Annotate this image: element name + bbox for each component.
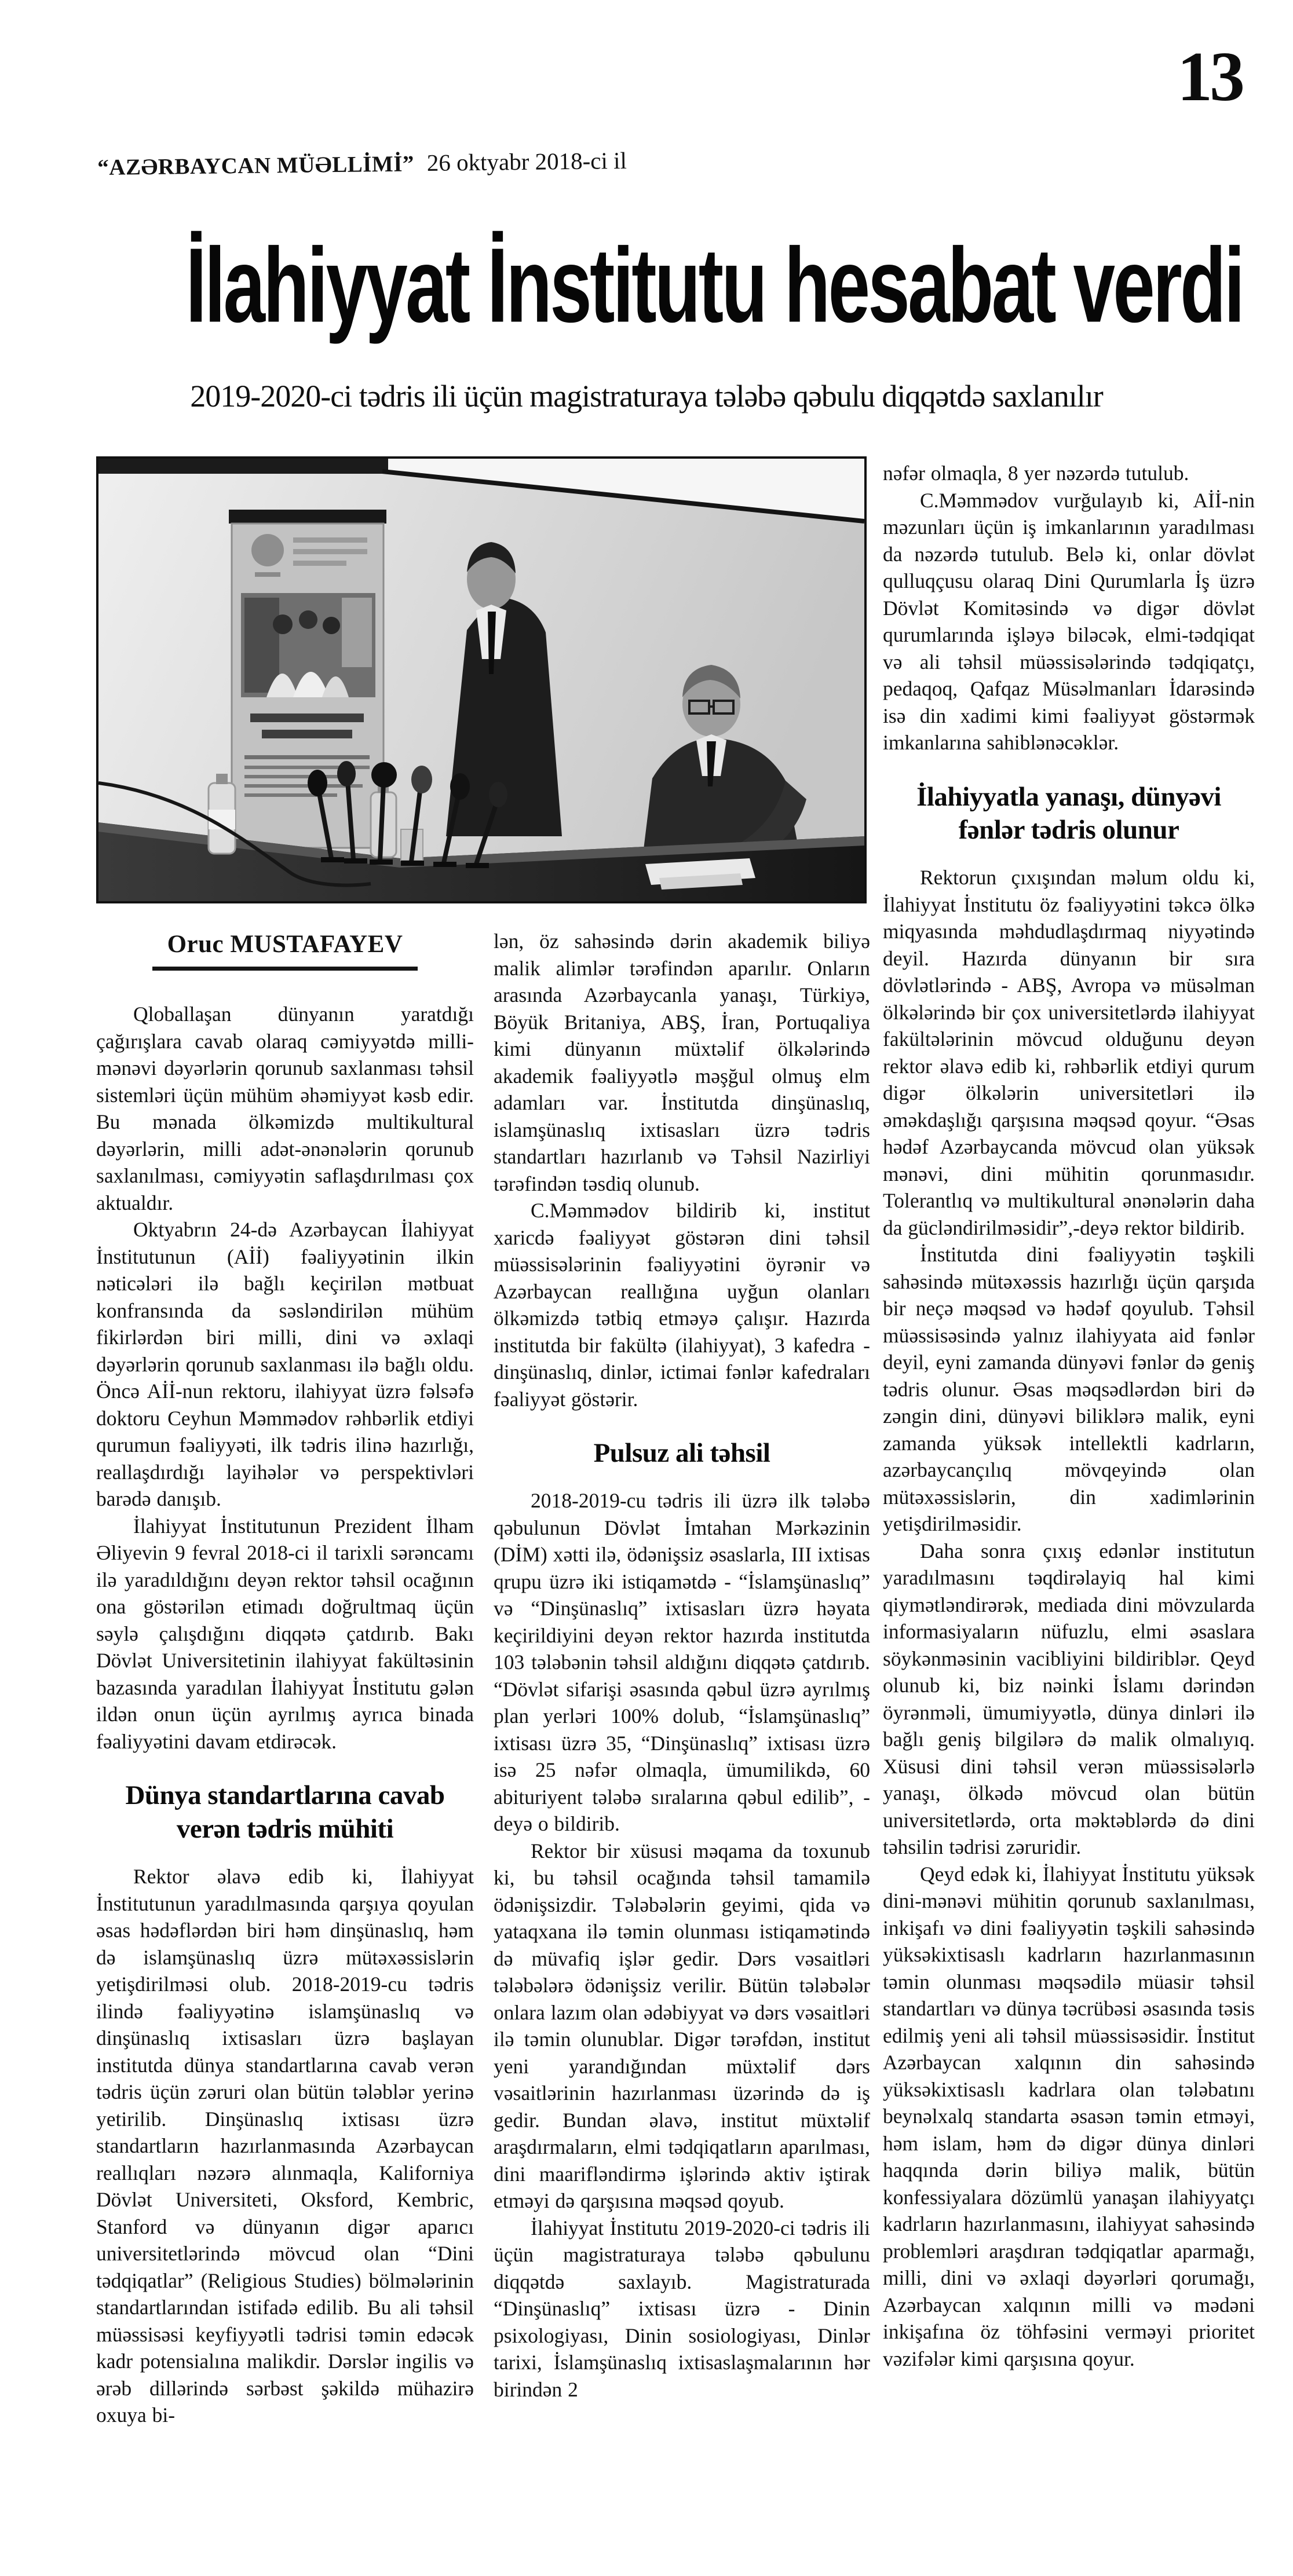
paragraph: Rektorun çıxışından məlum oldu ki, İlahiyyat İnstitutu öz fəaliyyətini təkcə ölkə miqyasında məhdudlaşdırmaq niyyətində deyil. Hazırda dünyanın bir sıra dövlətlərində - ABŞ, Avropa və müsəlman ölkələrində bir çox universitetlərdə ilahiyyat fakültələrinin mövcud olduğunu deyən rektor əlavə edib ki, rəhbərlik etdiyi qurum digər ölkələrin universitetləri ilə əməkdaşlığı qarşısına məqsəd qoyur. “Əsas hədəf Azərbaycanda mövcud olan yüksək mənəvi, dini mühitin qorunmasıdır. Tolerantlıq və multikultural ənənələrin daha da gücləndirilməsidir”,-deyə rektor bildirib.: [883, 866, 1255, 1239]
masthead: [97, 149, 627, 179]
article-headline: İlahiyyat İnstitutu hesabat verdi: [185, 226, 1243, 345]
newspaper-name: “AZƏRBAYCAN MÜƏLLİMİ”: [97, 151, 415, 180]
author-byline: Oruc MUSTAFAYEV: [152, 930, 418, 971]
paragraph: Qeyd edək ki, İlahiyyat İnstitutu yüksək dini-mənəvi mühitin qorunub saxlanılması, inkişafı və dini fəaliyyətin təşkili sahəsində yüksəkixtisaslı kadrların hazırlanmasının təmin olunması məqsədilə müasir təhsil standartları və dünya təcrübəsi əsasında təsis edilmiş yeni ali təhsil müəssisəsidir. İnstitut Azərbaycan xalqının din sahəsində yüksəkixtisaslı kadrlara olan tələbatını beynəlxalq standarta əsasən təmin etməyi, həm islam, həm də digər dünya dinləri haqqında dərin biliyə malik, bütün konfessiyalara dözümlü yanaşan ilahiyyatçı kadrların hazırlanmasını, ilahiyyat sahəsində problemləri araşdıran tədqiqatlar aparmağı, milli, dini və əxlaqi dəyərləri qorumağı, Azərbaycan xalqının milli və mədəni inkişafına öz töhfəsini verməyi prioritet vəzifələr kimi qarşısına qoyur.: [883, 1862, 1255, 2370]
paragraph: nəfər olmaqla, 8 yer nəzərdə tutulub.: [883, 462, 1189, 485]
paragraph: Oktyabrın 24-də Azərbaycan İlahiyyat İnstitutunun (Aİİ) fəaliyyətinin ilkin nəticələri ilə bağlı keçirilən mətbuat konfransında da səsləndirilən mühüm fikirlərdən biri milli, dini və əxlaqi dəyərlərin qorunub saxlanması ilə bağlı oldu. Öncə Aİİ-nun rektoru, ilahiyyat üzrə fəlsəfə doktoru Ceyhun Məmmədov rəhbərlik etdiyi qurumun fəaliyyəti, ilk tədris ilinə hazırlığı, reallaşdırdığı layihələr və perspektivləri barədə danışıb.: [96, 1218, 474, 1511]
paragraph: 2018-2019-cu tədris ili üzrə ilk tələbə qəbulunun Dövlət İmtahan Mərkəzinin (DİM) xətti ilə, ödənişsiz əsaslarla, III ixtisas qrupu üzrə iki istiqamətdə - “İslamşünaslıq” və “Dinşünaslıq” ixtisasları üzrə həyata keçirildiyini deyən rektor hazırda institutda 103 tələbənin təhsil aldığını diqqətə çatdırıb. “Dövlət sifarişi əsasında qəbul üzrə ayrılmış plan yerləri 100% dolub, “İslamşünaslıq” ixtisası üzrə 35, “Dinşünaslıq” ixtisası üzrə isə 25 nəfər olmaqla, ümumilikdə, 60 abituriyent tələbə sıralarına qəbul edilib”, - deyə o bildirib.: [494, 1489, 870, 1836]
paragraph: C.Məmmədov bildirib ki, institut xaricdə fəaliyyət göstərən dini təhsil müəssisələrinin fəaliyyətini öyrənir və Azərbaycan reallığına uyğun olanları ölkəmizdə tətbiq etməyə çalışır. Hazırda institutda bir fakültə (ilahiyyat), 3 kafedra - dinşünaslıq, dinlər, ictimai fənlər kafedraları fəaliyyət göstərir.: [494, 1199, 870, 1411]
section-heading-world-standards: Dünya standartlarına cavab verən tədris mühiti: [125, 1780, 445, 1844]
paragraph: Qloballaşan dünyanın yaratdığı çağırışlara cavab olaraq cəmiyyətdə milli-mənəvi dəyərlərin qorunub saxlanması təhsil sistemləri üçün mühüm əhəmiyyət kəsb edir. Bu mənada ölkəmizdə multikultural dəyərlərin, milli adət-ənənələrin qorunub saxlanılması, cəmiyyətin saflaşdırılması çox aktualdır.: [96, 1002, 474, 1214]
article-subheadline: 2019-2020-ci tədris ili üçün magistraturaya tələbə qəbulu diqqətdə saxlanılır: [190, 379, 1103, 414]
paragraph: İlahiyyat İnstitutunun Prezident İlham Əliyevin 9 fevral 2018-ci il tarixli sərəncamı ilə yaradıldığını deyən rektor təhsil ocağının ona göstərilən etimadı doğrultmaq üçün səylə çalışdığını diqqətə çatdırıb. Bakı Dövlət Universitetinin ilahiyyat fakültəsinin bazasında yaradılan İlahiyyat İnstitutu gələn ildən onun üçün ayrılmış ayrıca binada fəaliyyətini davam etdirəcək.: [96, 1514, 474, 1753]
paragraph: C.Məmmədov vurğulayıb ki, Aİİ-nin məzunları üçün iş imkanlarının yaradılması da nəzərdə tutulub. Belə ki, onlar dövlət qulluqçusu olaraq Dini Qurumlarla İş üzrə Dövlət Komitəsində və digər dövlət qurumlarında işləyə biləcək, elmi-tədqiqat və ali təhsil müəssisələrində tədqiqatçı, pedaqoq, Qafqaz Müsəlmanları İdarəsində isə din xadimi kimi fəaliyyət göstərmək imkanlarına sahiblənəcəklər.: [883, 488, 1255, 754]
byline-row: [96, 930, 474, 971]
text-column-3: [883, 460, 1255, 2372]
paragraph: Daha sonra çıxış edənlər institutun yaradılmasını təqdirəlayiq hal kimi qiymətləndirərək, mediada dini mövzularda informasiyaların nüfuzlu, elmi əsaslara söykənməsinin vacibliyini bildiriblər. Qeyd olunub ki, biz nəinki İslamı dərindən öyrənməli, ümumiyyətlə, dünya dinləri ilə bağlı geniş bilgilərə də malik olmalıyıq. Xüsusi dini təhsil verən müəssisələrlə yanaşı, ölkədə mövcud olan bütün universitetlərdə, orta məktəblərdə də dini təhsilin tədrisi zəruridir.: [883, 1539, 1255, 1859]
paragraph: İnstitutda dini fəaliyyətin təşkili sahəsində mütəxəssis hazırlığı üçün qarşıda bir neçə məqsəd və hədəf qoyulub. Təhsil müəssisəsində yalnız ilahiyyata aid fənlər deyil, eyni zamanda dünyəvi fənlər də geniş tədris olunur. Əsas məqsədlərdən biri də zəngin dini, dünyəvi biliklərə malik, eyni zamanda yüksək intellektli kadrların, azərbaycançılıq mövqeyində olan mütəxəssislərin, din xadimlərinin yetişdirilməsidir.: [883, 1243, 1255, 1536]
paragraph: lən, öz sahəsində dərin akademik biliyə malik alimlər tərəfindən aparılır. Onların arasında Azərbaycanla yanaşı, Türkiyə, Böyük Britaniya, ABŞ, İran, Portuqaliya kimi dünyanın müxtəlif ölkələrində akademik fəaliyyətlə məşğul olmuş elm adamları var. İnstitutda dinşünaslıq, islamşünaslıq ixtisasları üzrə tədris standartları hazırlanıb və Təhsil Nazirliyi tərəfindən təsdiq olunub.: [494, 930, 870, 1195]
text-column-2: [494, 928, 870, 2403]
page-number: 13: [1177, 38, 1242, 116]
paragraph: Rektor bir xüsusi məqama da toxunub ki, bu təhsil ocağında təhsil tamamilə ödənişsizdir. Tələbələrin geyimi, qida və yataqxana ilə təmin olunması istiqamətində də müvafiq işlər gedir. Dərs vəsaitləri tələbələrə ödənişsiz verilir. Bütün tələbələr onlara lazım olan ədəbiyyat və dərs vəsaitləri ilə təmin olunublar. Digər tərəfdən, institut yeni yarandığından müxtəlif dərs vəsaitlərinin hazırlanması üzərində də iş gedir. Bundan əlavə, institut müxtəlif araşdırmaların, elmi tədqiqatların aparılması, dini maarifləndirmə işlərində aktiv iştirak etməyi də qarşısına məqsəd qoyub.: [494, 1839, 870, 2213]
headline-row: [0, 224, 1293, 344]
paragraph: İlahiyyat İnstitutu 2019-2020-ci tədris ili üçün magistraturaya tələbə qəbulunu diqqətdə saxlayıb. Magistraturada “Dinşünaslıq” ixtisası üzrə - Dinin psixologiyası, Dinin sosiologiyası, Dinlər tarixi, İslamşünaslıq ixtisaslaşmalarının hər birindən 2: [494, 2216, 870, 2401]
section-heading-free-education: Pulsuz ali təhsil: [593, 1438, 770, 1468]
paragraph: Rektor əlavə edib ki, İlahiyyat İnstitutunun yaradılmasında qarşıya qoyulan əsas hədəflərdən biri həm dinşünaslıq, həm də islamşünaslıq üzrə mütəxəssislərin yetişdirilməsi olub. 2018-2019-cu tədris ilində fəaliyyətinə islamşünaslıq və dinşünaslıq ixtisasları üzrə başlayan institutda dünya standartlarına cavab verən tədris üçün zəruri olan bütün tələblər yerinə yetirilib. Dinşünaslıq ixtisası üzrə standartların hazırlanmasında Azərbaycan reallıqları nəzərə alınmaqla, Kaliforniya Dövlət Universiteti, Oksford, Kembric, Stanford və dünyanın digər aparıcı universitetlərində mövcud olan “Dini tədqiqatlar” (Religious Studies) bölmələrinin standartlarından istifadə edilib. Bu ali təhsil müəssisəsi keyfiyyətli tədrisi təmin edəcək kadr potensialına malikdir. Dərslər ingilis və ərəb dillərində sərbəst şəkildə mühazirə oxuya bi-: [96, 1865, 474, 2427]
text-column-1: [96, 928, 474, 2429]
issue-date: 26 oktyabr 2018-ci il: [426, 147, 627, 177]
press-conference-photo: [96, 456, 867, 903]
press-conference-photo-art: [98, 459, 864, 901]
section-heading-secular-subjects: İlahiyyatla yanaşı, dünyəvi fənlər tədris olunur: [916, 781, 1221, 845]
